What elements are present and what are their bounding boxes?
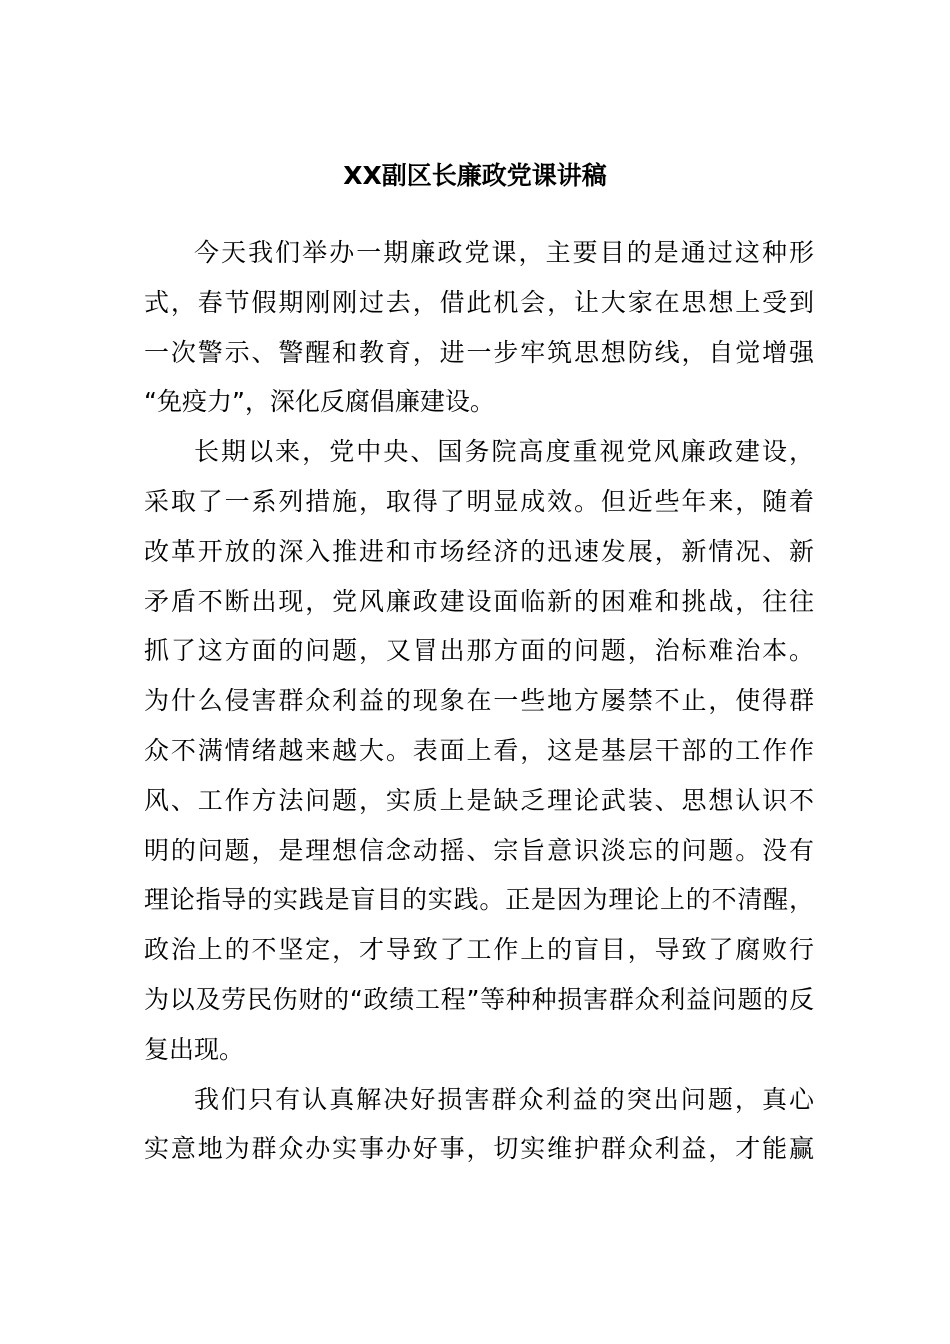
paragraph-1 [144,228,814,427]
text-line: 式，春节假期刚刚过去，借此机会，让大家在思想上受到 [144,287,814,317]
paragraph-2 [144,427,814,1074]
text-line: 改革开放的深入推进和市场经济的迅速发展，新情况、新 [144,536,814,566]
text-line: 风、工作方法问题，实质上是缺乏理论武装、思想认识不 [144,785,814,815]
text-line: 为什么侵害群众利益的现象在一些地方屡禁不止，使得群 [144,686,814,716]
text-line: “免疫力”，深化反腐倡廉建设。 [144,387,495,417]
text-line: 抓了这方面的问题，又冒出那方面的问题，治标难治本。 [144,636,814,666]
text-line: 一次警示、警醒和教育，进一步牢筑思想防线，自觉增强 [144,337,814,367]
text-line: 采取了一系列措施，取得了明显成效。但近些年来，随着 [144,486,814,516]
text-line: 为以及劳民伤财的“政绩工程”等种种损害群众利益问题的反 [144,984,814,1014]
text-line: 众不满情绪越来越大。表面上看，这是基层干部的工作作 [144,735,814,765]
text-line: 理论指导的实践是盲目的实践。正是因为理论上的不清醒， [144,885,814,915]
paragraph-3 [144,1075,814,1175]
text-line: 我们只有认真解决好损害群众利益的突出问题，真心 [194,1084,814,1114]
text-line: 政治上的不坚定，才导致了工作上的盲目，导致了腐败行 [144,935,814,965]
text-line: 复出现。 [144,1034,245,1064]
text-line: 矛盾不断出现，党风廉政建设面临新的困难和挑战，往往 [144,586,814,616]
text-line: 今天我们举办一期廉政党课，主要目的是通过这种形 [194,238,814,267]
document-body [144,228,814,1174]
text-line: 明的问题，是理想信念动摇、宗旨意识淡忘的问题。没有 [144,835,814,865]
text-line: 实意地为群众办实事办好事，切实维护群众利益，才能赢 [144,1134,814,1164]
text-line: 长期以来，党中央、国务院高度重视党风廉政建设， [194,437,814,467]
document-title: XX副区长廉政党课讲稿 [343,161,607,190]
